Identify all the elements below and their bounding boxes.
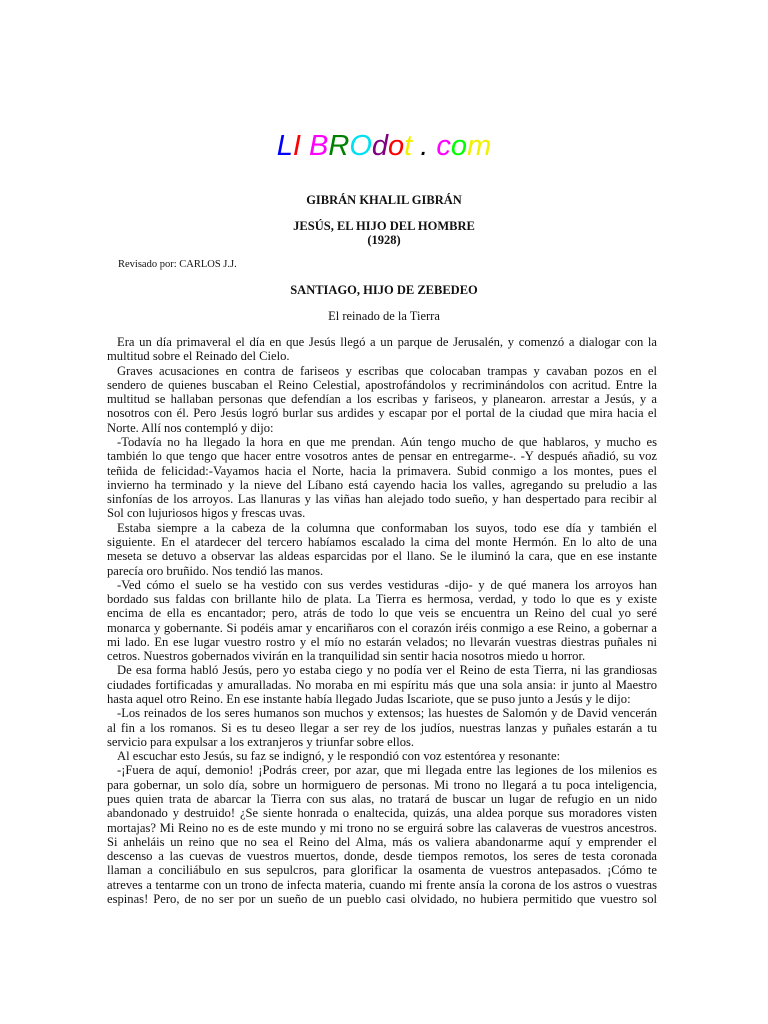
text-line: multitud se hallaban personas que defendían a los escribas y fariseos, y planearon. arrestar a Jesús, y a — [107, 392, 657, 407]
text-line: pues quien trata de abarcar la Tierra con sus alas, no tratará de buscar un lugar de refugio en un nido — [107, 792, 657, 806]
paragraph — [107, 521, 657, 578]
chapter-title: SANTIAGO, HIJO DE ZEBEDEO — [290, 283, 478, 297]
text-line: cetros. Nuestros gobernados vivirán en la tranquilidad sin sentir hacia nosotros miedo u horror. — [107, 649, 586, 664]
logo-letter: B — [309, 130, 329, 162]
text-line: sendero de quienes buscaban el Reino Celestial, apostrofándolos y recriminándolos con acritud. Entre la — [107, 377, 657, 392]
text-line: Graves acusaciones en contra de fariseos y escribas que colocaban trampas y cavaban pozos en el — [117, 363, 657, 378]
text-line: nosotros con él. Pero Jesús logró burlar sus ardides y escapar por el portal de la ciudad que mira hacia el — [107, 406, 657, 421]
text-line: llaman a conciliábulo en sus sepulcros, para glorificar la osamenta de vuestros antepasados. ¡Cómo te — [107, 863, 657, 878]
logo-letter: t — [404, 130, 413, 162]
paragraph — [107, 335, 657, 364]
text-line: -Ved cómo el suelo se ha vestido con sus verdes vestiduras -dijo- y de qué manera los arroyos han — [117, 577, 657, 592]
text-line: -Los reinados de los seres humanos son muchos y extensos; las huestes de Salomón y de David vencerán — [117, 706, 657, 721]
text-line: invierno ha terminado y la nieve del Líbano está cayendo hacia los valles, agregando su preludio a las — [107, 477, 657, 492]
text-line: teñida de felicidad:-Vayamos hacia el Norte, hacia la primavera. Subid conmigo a los montes, pues el — [107, 463, 657, 478]
logo-letter: R — [328, 130, 350, 162]
text-line: De esa forma habló Jesús, pero yo estaba ciego y no podía ver el Reino de esta Tierra, ni las grandiosas — [117, 663, 657, 678]
logo-letter — [301, 130, 309, 162]
text-line: al fin a los romanos. Si es tu deseo llegar a ser rey de los judíos, nuestras lanzas y puñales estarán a tu — [107, 720, 657, 735]
text-line: espinas! Pero, de no ser por un sueño de un pueblo casi olvidado, no hubiera permitido que vuestro sol — [107, 891, 657, 906]
text-line: abandonado y destruido! ¿Se siente honrada o enaltecida, quizás, una aldea porque sus moradores visten — [107, 806, 657, 821]
logo-letter: L — [276, 130, 293, 162]
text-line: Sol con lujuriosos higos y frescas uvas. — [107, 506, 306, 521]
paragraph — [107, 706, 657, 749]
logo-letter: c — [436, 130, 451, 162]
text-line: Al escuchar esto Jesús, su faz se indignó, y le respondió con voz estentórea y resonante: — [117, 749, 561, 764]
text-line: -¡Fuera de aquí, demonio! ¡Podrás creer, por azar, que mi llegada entre las legiones de los milenios es — [117, 763, 657, 778]
text-line: Era un día primaveral el día en que Jesús llegó a un parque de Jerusalén, y comenzó a dialogar con la — [117, 335, 657, 349]
text-line: Norte. Allí nos contempló y dijo: — [107, 420, 274, 435]
logo-letter: d — [371, 130, 389, 162]
logo-letter: O — [349, 130, 372, 162]
paragraph — [107, 578, 657, 664]
book-year: (1928) — [367, 233, 401, 247]
text-line: Si anheláis un reino que no sea el Reino del Alma, más os valiera abandonarme aquí y emprender el — [107, 834, 657, 849]
text-line: atreves a tentarme con un trono de infecta materia, cuando mi frente ansía la corona de los astros o vuestras — [107, 877, 657, 892]
text-line: monarca y gobernante. Si podéis amar y encariñaros con el corazón iréis conmigo a ese Reino, a gobernar a — [107, 620, 657, 635]
logo-letter: o — [450, 130, 468, 162]
paragraph — [107, 749, 657, 763]
paragraph — [107, 364, 657, 435]
text-line: bordado sus faldas con brillante hilo de plata. La Tierra es hermosa, verdad, y todo lo que es y existe — [107, 592, 657, 607]
author-name: GIBRÁN KHALIL GIBRÁN — [306, 193, 462, 207]
book-title: JESÚS, EL HIJO DEL HOMBRE — [293, 219, 475, 233]
text-line: Estaba siempre a la cabeza de la columna que conformaban los suyos, todo ese día y también el — [117, 520, 657, 535]
text-line: para gobernar, un solo día, sobre un hormiguero de personas. Mi trono no llegará a tu poca inteligencia, — [107, 777, 657, 792]
logo-letter: m — [467, 130, 492, 162]
text-line: parecía oro bruñido. Nos tendió las manos. — [107, 563, 324, 578]
revised-by: Revisado por: CARLOS J.J. — [118, 259, 237, 270]
body-text — [107, 335, 657, 906]
paragraph — [107, 435, 657, 521]
chapter-subtitle: El reinado de la Tierra — [328, 309, 440, 323]
logo-letter: o — [388, 130, 405, 162]
text-line: mi lado. En ese lugar vuestro rostro y el mío no estarán velados; no llevarán vuestras diestras puñales ni — [107, 634, 657, 649]
text-line: servicio para expulsar a los extranjeros y triunfar sobre ellos. — [107, 734, 415, 749]
text-line: encima de ella es encantador; pero, atrás de todo lo que veis se encuentra un Reino del cual yo seré — [107, 606, 657, 621]
logo-letter: . — [420, 130, 429, 162]
text-line: siguiente. En el atardecer del tercero habíamos escalado la cima del monte Hermón. En lo alto de una — [107, 534, 657, 549]
librodot-logo — [0, 130, 768, 163]
text-line: ciudades fortificadas y amuralladas. No moraba en mi espíritu más que una sola ansia: ir junto al Maestro — [107, 677, 657, 692]
paragraph — [107, 763, 657, 906]
paragraph — [107, 663, 657, 706]
text-line: mortajas? Mi Reino no es de este mundo y mi trono no se erguirá sobre las calaveras de vuestros ancestros. — [107, 820, 657, 835]
logo-letter: I — [292, 130, 301, 162]
text-line: sinfonías de los arroyos. Las llanuras y las viñas han alejado todo sueño, y han despertado para recibir al — [107, 492, 657, 507]
text-line: multitud sobre el Reinado del Cielo. — [107, 349, 290, 364]
text-line: descenso a las cuevas de vuestros muertos, donde, desde tiempos remotos, los seres de testa coronada — [107, 849, 657, 864]
text-line: -Todavía no ha llegado la hora en que me prendan. Aún tengo mucho de que hablaros, y mucho es — [117, 434, 657, 449]
text-line: hasta aquel otro Reino. En ese instante había llegado Judas Iscariote, que se puso junto a Jesús y le dijo: — [107, 692, 631, 707]
text-line: meseta se detuvo a observar las aldeas esparcidas por el llano. Se le iluminó la cara, que en ese instante — [107, 549, 657, 564]
text-line: también lo que tengo que hacer entre vosotros antes de pensar en entregarme-. -Y después añadió, su voz — [107, 449, 657, 464]
